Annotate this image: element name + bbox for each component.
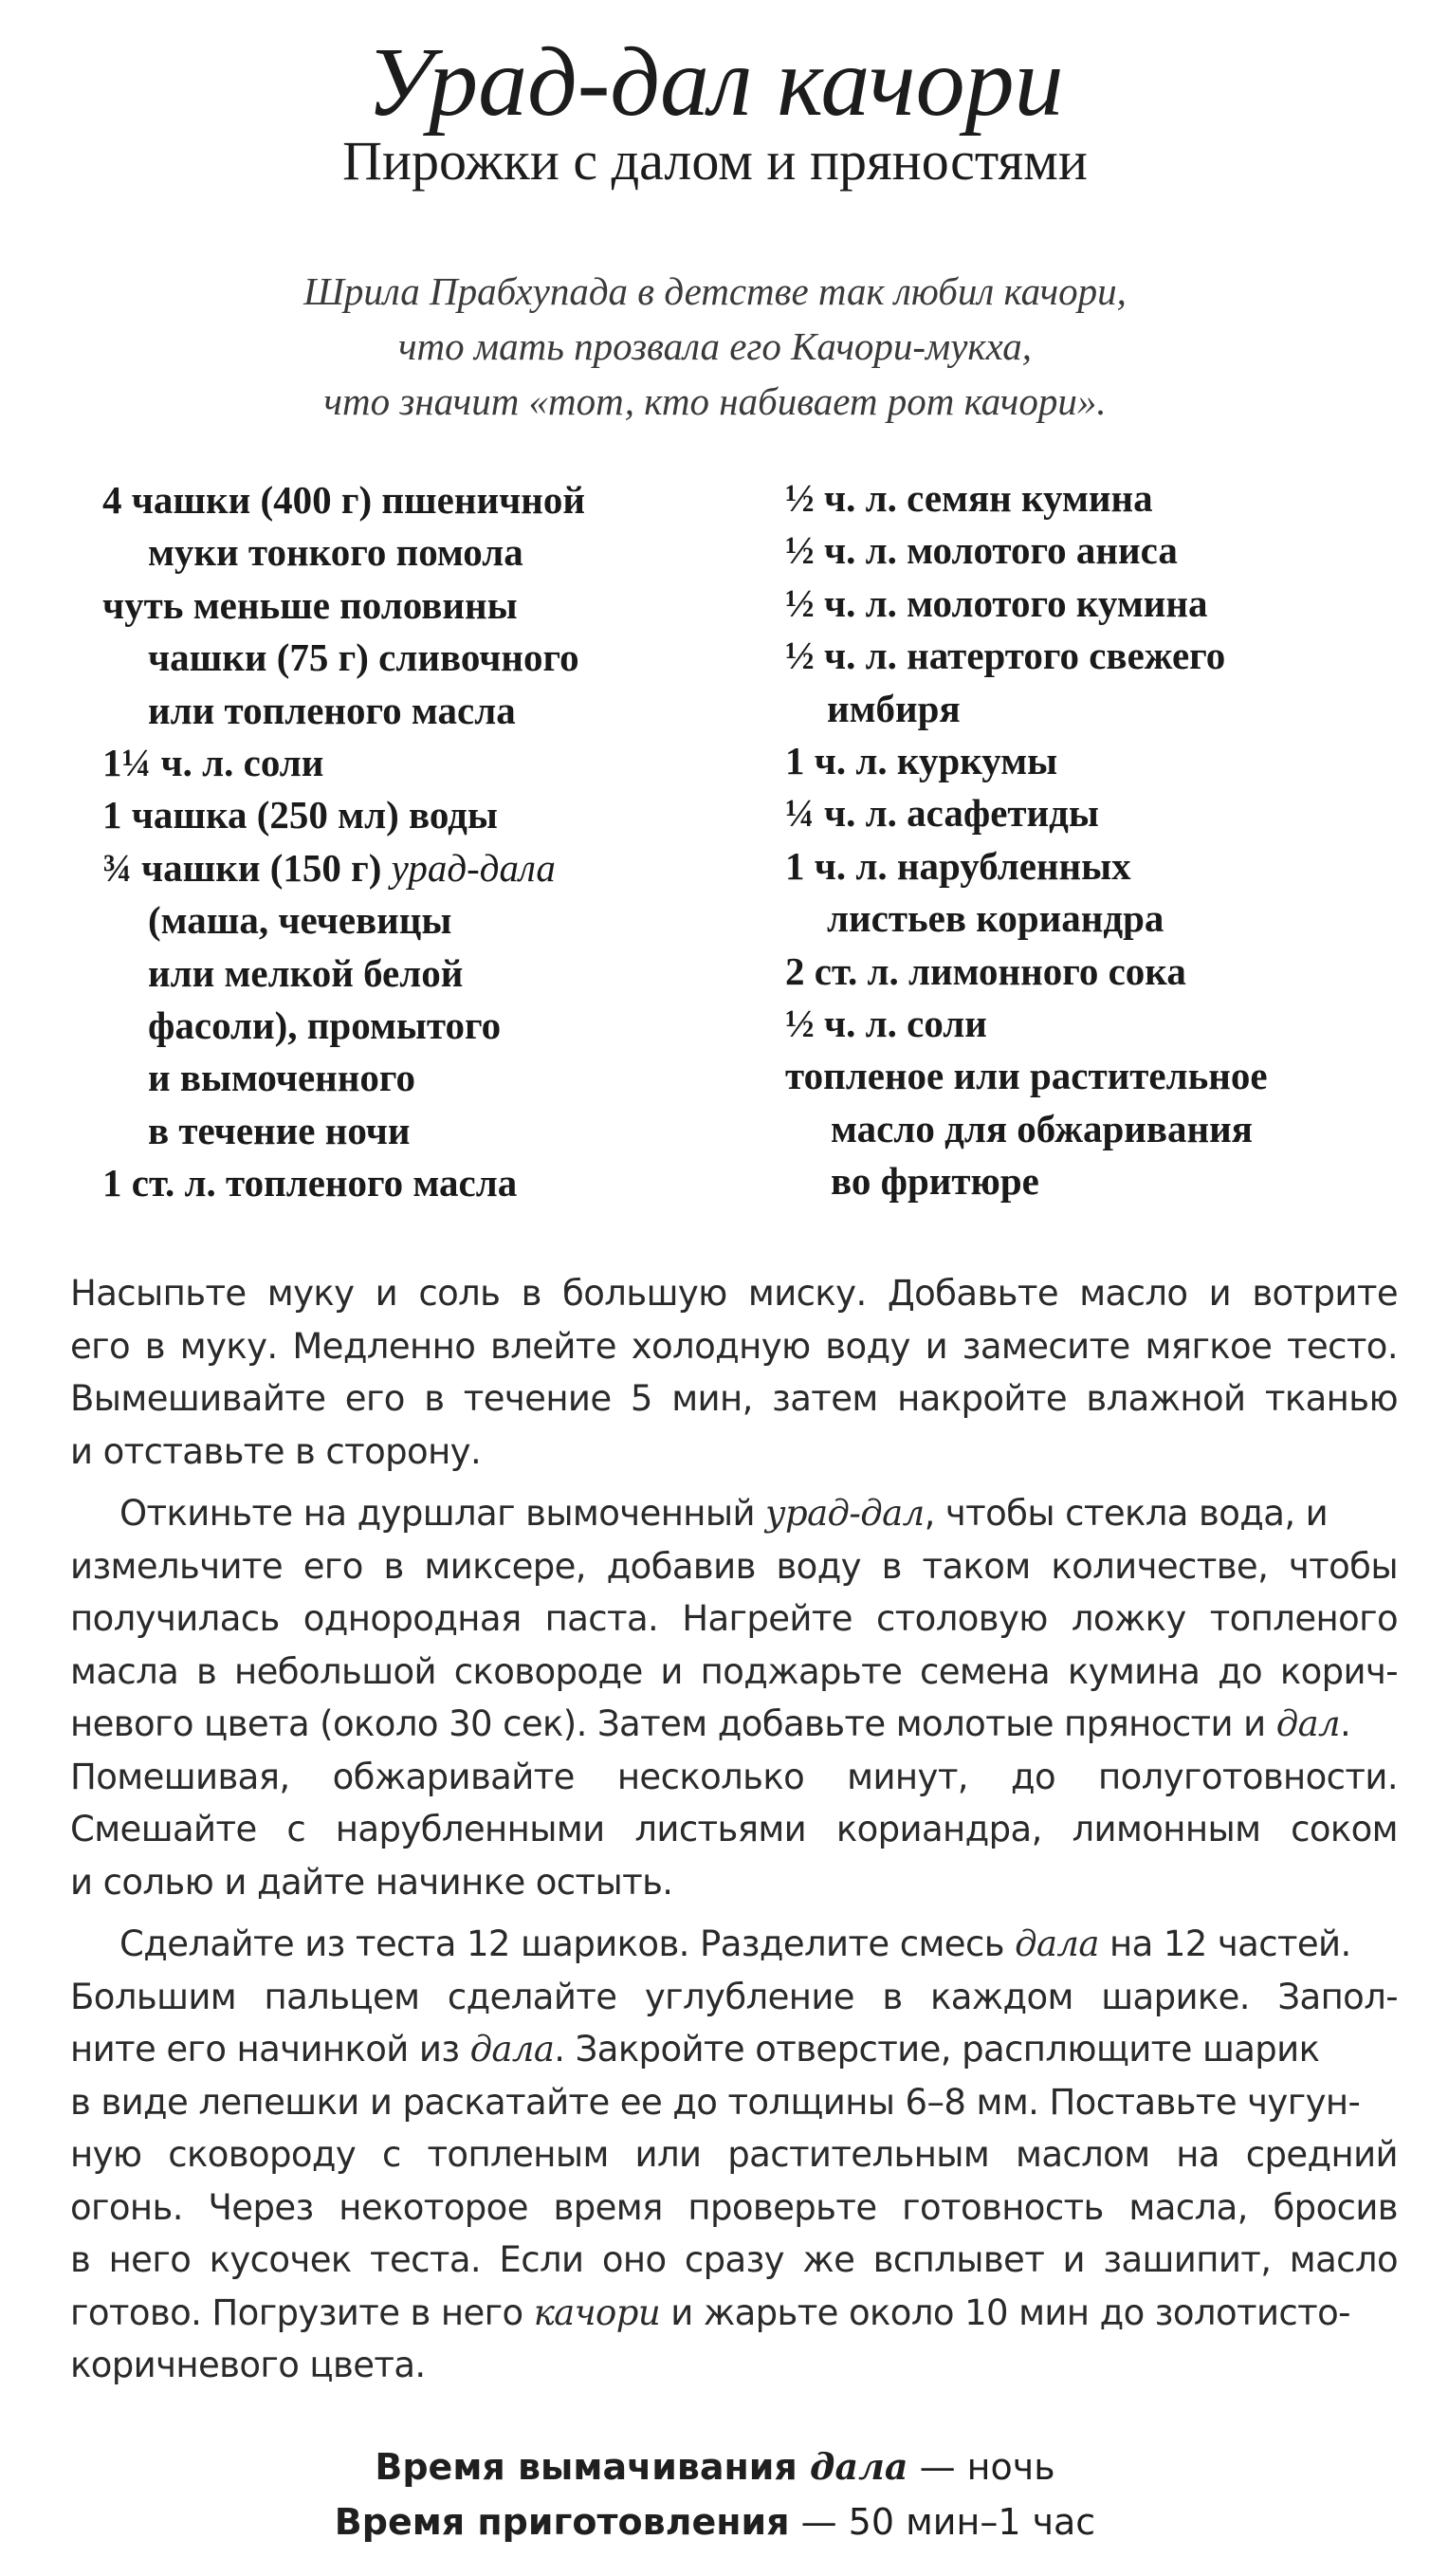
paragraph-gap — [70, 1478, 1398, 1487]
method-line: измельчите его в миксере, добавив воду в таком количестве, чтобы — [70, 1545, 1398, 1587]
method-text-run: . — [1340, 1703, 1351, 1744]
ingredient-text: ¾ чашки (150 г) — [102, 845, 392, 890]
ingredient-item: ½ ч. л. соли — [785, 1002, 987, 1046]
epigraph-line: Шрила Прабхупада в детстве так любил качори, — [303, 269, 1127, 313]
method-line: Вымешивайте его в течение 5 мин, затем накройте влажной тканью — [70, 1378, 1398, 1419]
ingredient-item: чуть меньше половины — [102, 582, 518, 627]
method-italic-term: дала — [1015, 1923, 1099, 1964]
ingredient-item-continued: фасоли), промытого — [148, 1003, 502, 1048]
method-line: Насыпьте муку и соль в большую миску. Добавьте масло и вотрите — [70, 1273, 1398, 1314]
method-line — [70, 2287, 1398, 2340]
method-text-run: невого цвета (около 30 сек). Затем добавьте молотые пряности и — [70, 1703, 1276, 1744]
method-line: и отставьте в сторону. — [70, 1430, 482, 1472]
method-line: получилась однородная паста. Нагрейте столовую ложку топленого — [70, 1598, 1398, 1639]
ingredient-item: ½ ч. л. натертого свежего — [785, 634, 1226, 678]
epigraph-line: что мать прозвала его Качори-мукха, — [398, 324, 1032, 368]
ingredient-item: 4 чашки (400 г) пшеничной — [102, 478, 585, 522]
cook-time-value: — 50 мин–1 час — [789, 2501, 1096, 2543]
soak-time-label: Время вымачивания — [375, 2446, 811, 2488]
cook-time-label: Время приготовления — [334, 2501, 790, 2543]
ingredient-item-continued: или топленого масла — [148, 688, 516, 732]
ingredient-item-continued: или мелкой белой — [148, 950, 464, 995]
ingredient-item: 1 чашка (250 мл) воды — [102, 793, 498, 837]
recipe-subtitle: Пирожки с далом и пряностями — [342, 130, 1088, 192]
method-text-run: Откиньте на дуршлаг вымоченный — [119, 1493, 766, 1534]
method-line: коричневого цвета. — [70, 2345, 426, 2385]
method-line: Большим пальцем сделайте углубление в каждом шарике. Запол- — [70, 1976, 1398, 2017]
method-line: огонь. Через некоторое время проверьте готовность масла, бросив — [70, 2186, 1398, 2228]
ingredient-item: ½ ч. л. молотого аниса — [785, 528, 1178, 573]
method-line: Помешивая, обжаривайте несколько минут, до полуготовности. — [70, 1756, 1398, 1797]
method-line — [70, 1487, 1398, 1540]
soak-time-item: дала — [810, 2445, 908, 2488]
method-line — [70, 1918, 1398, 1971]
ingredient-item-continued: и вымоченного — [148, 1056, 416, 1100]
ingredient-item-continued: листьев кориандра — [827, 896, 1164, 941]
method-line: масла в небольшой сковороде и поджарьте семена кумина до корич- — [70, 1650, 1398, 1692]
method-text-run: , чтобы стекла вода, и — [924, 1493, 1329, 1534]
ingredient-item: 2 ст. л. лимонного сока — [785, 948, 1186, 993]
method-text-run: ните его начинкой из — [70, 2029, 470, 2070]
ingredients-list-left — [102, 474, 766, 1210]
epigraph-line: что значит «тот, кто набивает рот качори». — [323, 379, 1107, 423]
ingredient-item: 1¼ ч. л. соли — [102, 741, 324, 785]
ingredient-item-continued: имбиря — [827, 686, 961, 730]
method-text — [70, 1267, 1398, 2392]
method-italic-term: дала — [469, 2029, 555, 2070]
method-italic-term: урад-дал — [765, 1493, 925, 1534]
cook-time — [0, 2494, 1430, 2549]
timing-info — [0, 2439, 1430, 2549]
method-text-run: Сделайте из теста 12 шариков. Разделите смесь — [119, 1923, 1016, 1964]
soak-time — [0, 2439, 1430, 2494]
method-italic-term: дал — [1275, 1703, 1341, 1744]
ingredient-item: ½ ч. л. молотого кумина — [785, 580, 1208, 625]
method-text-run: готово. Погрузите в него — [70, 2291, 534, 2333]
ingredient-item-continued: масло для обжаривания — [831, 1106, 1253, 1150]
paragraph-gap — [70, 1908, 1398, 1918]
recipe-title: Урад-дал качори — [366, 28, 1064, 137]
method-line: его в муку. Медленно влейте холодную воду и замесите мягкое тесто. — [70, 1325, 1398, 1367]
method-line: Смешайте с нарубленными листьями кориандра, лимонным соком — [70, 1809, 1398, 1849]
method-italic-term: качори — [533, 2291, 661, 2333]
ingredients-list-right — [785, 472, 1411, 1208]
epigraph — [0, 264, 1430, 429]
ingredient-italic-term: урад-дала — [391, 845, 556, 890]
method-text-run: на 12 частей. — [1098, 1923, 1351, 1964]
ingredient-item-continued: (маша, чечевицы — [148, 898, 452, 943]
method-text-run: и жарьте около 10 мин до золотисто- — [660, 2291, 1350, 2333]
ingredient-item: 1 ч. л. нарубленных — [785, 843, 1131, 888]
method-text-run: . Закройте отверстие, расплющите шарик — [554, 2029, 1320, 2070]
method-line: в него кусочек теста. Если оно сразу же всплывет и зашипит, масло — [70, 2239, 1398, 2280]
ingredient-item: 1 ч. л. куркумы — [785, 739, 1058, 783]
method-line: в виде лепешки и раскатайте ее до толщины 6–8 мм. Поставьте чугун- — [70, 2081, 1361, 2123]
ingredient-item — [102, 842, 766, 894]
ingredient-item-continued: чашки (75 г) сливочного — [148, 635, 579, 680]
ingredient-item: топленое или растительное — [785, 1054, 1268, 1098]
method-line — [70, 2023, 1398, 2076]
ingredient-item-continued: муки тонкого помола — [148, 530, 523, 575]
method-line: ную сковороду с топленым или растительным маслом на средний — [70, 2134, 1398, 2175]
method-line: и солью и дайте начинке остыть. — [70, 1861, 673, 1903]
method-line — [70, 1698, 1398, 1751]
ingredient-item: ¼ ч. л. асафетиды — [785, 791, 1099, 836]
ingredient-item-continued: во фритюре — [831, 1159, 1039, 1204]
ingredient-item: ½ ч. л. семян кумина — [785, 476, 1153, 520]
ingredient-item-continued: в течение ночи — [148, 1108, 411, 1152]
ingredient-item: 1 ст. л. топленого масла — [102, 1161, 518, 1205]
soak-time-value: — ночь — [908, 2446, 1055, 2488]
